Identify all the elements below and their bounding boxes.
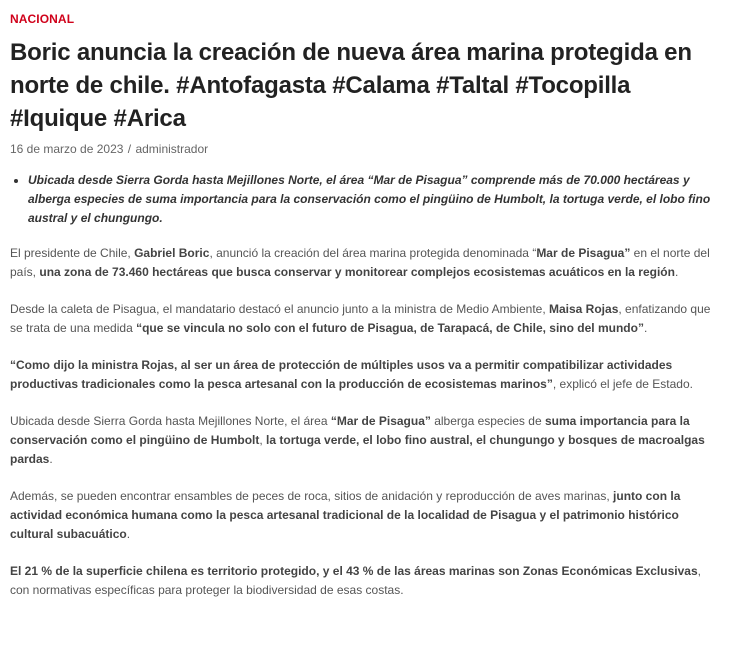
bold-text: suma importancia para la conservación como el pingüino de Humbolt bbox=[10, 414, 690, 447]
meta-separator: / bbox=[127, 142, 132, 156]
text-run: en el norte del país, bbox=[10, 246, 710, 279]
text-run: alberga especies de bbox=[430, 414, 545, 428]
bold-text: Gabriel Boric bbox=[134, 246, 210, 260]
bold-text: la tortuga verde, el lobo fino austral, el chungungo y bosques de macroalgas pardas bbox=[10, 433, 705, 466]
text-run: . bbox=[674, 265, 679, 279]
article-body bbox=[10, 244, 722, 600]
paragraph-1 bbox=[10, 244, 722, 282]
paragraph-6 bbox=[10, 562, 722, 600]
publish-date: 16 de marzo de 2023 bbox=[10, 142, 124, 156]
summary-list bbox=[10, 171, 722, 228]
bold-text: “que se vincula no solo con el futuro de Pisagua, de Tarapacá, de Chile, sino del mundo” bbox=[136, 321, 644, 335]
article-meta bbox=[10, 142, 722, 156]
bold-text: El 21 % de la superficie chilena es territorio protegido, y el 43 % de las áreas marinas son Zonas Económicas Exclusivas bbox=[10, 564, 698, 578]
text-run: El presidente de Chile, bbox=[10, 246, 135, 260]
text-run: Desde la caleta de Pisagua, el mandatario destacó el anuncio junto a la ministra de Medio Ambiente, bbox=[10, 302, 549, 316]
text-run: , anunció la creación del área marina protegida denominada “ bbox=[209, 246, 537, 260]
paragraph-2 bbox=[10, 300, 722, 338]
bold-text: Maisa Rojas bbox=[549, 302, 619, 316]
bold-text: “Mar de Pisagua” bbox=[330, 414, 431, 428]
bold-text: una zona de 73.460 hectáreas que busca conservar y monitorear complejos ecosistemas acuáticos en la región bbox=[39, 265, 675, 279]
text-run: . bbox=[49, 452, 53, 466]
paragraph-4 bbox=[10, 412, 722, 469]
text-run: . bbox=[643, 321, 648, 335]
text-run: Además, se pueden encontrar ensambles de peces de roca, sitios de anidación y reproducción de aves marinas, bbox=[10, 489, 614, 503]
summary-item: • Ubicada desde Sierra Gorda hasta Mejillones Norte, el área “Mar de Pisagua” comprende más de 70.000 hectáreas y alberga especies de suma importancia para la conservación como el pingüino de Humbolt, la tortuga verde, el lobo fino austral y el chungungo. bbox=[28, 171, 722, 228]
bold-text: Mar de Pisagua” bbox=[536, 246, 631, 260]
text-run: , bbox=[259, 433, 267, 447]
author-link[interactable]: administrador bbox=[135, 142, 209, 156]
article-title: Boric anuncia la creación de nueva área marina protegida en norte de chile. #Antofagasta #Calama #Taltal #Tocopilla #Iquique #Arica bbox=[10, 39, 692, 132]
text-run: . bbox=[126, 527, 131, 541]
text-run: , con normativas específicas para proteger la biodiversidad de esas costas. bbox=[10, 564, 701, 597]
paragraph-5 bbox=[10, 487, 722, 544]
paragraph-3 bbox=[10, 356, 722, 394]
category-link[interactable]: NACIONAL bbox=[10, 12, 75, 26]
article bbox=[10, 0, 722, 600]
text-run: Ubicada desde Sierra Gorda hasta Mejillones Norte, el área bbox=[10, 414, 331, 428]
text-run: , enfatizando que se trata de una medida bbox=[10, 302, 711, 335]
text-run: , explicó el jefe de Estado. bbox=[552, 377, 693, 391]
bold-text: “Como dijo la ministra Rojas, al ser un área de protección de múltiples usos va a permitir compatibilizar actividades productivas tradicionales como la pesca artesanal con la producción de ecosistemas marinos” bbox=[10, 358, 673, 391]
bold-text: junto con la actividad económica humana como la pesca artesanal tradicional de la localidad de Pisagua y el patrimonio histórico cultural subacuático bbox=[10, 489, 681, 541]
